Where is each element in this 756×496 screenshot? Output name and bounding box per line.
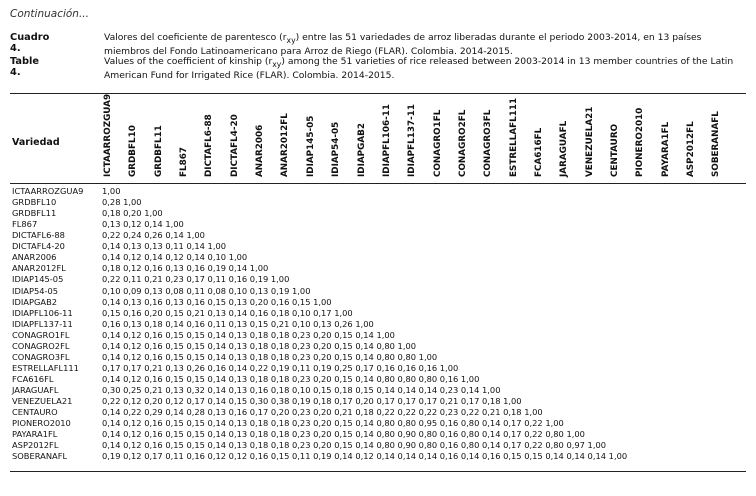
column-header: CONAGRO3FL (483, 109, 494, 177)
row-variety-name: CONAGRO3FL (12, 351, 70, 362)
row-kinship-values: 0,19 0,12 0,17 0,11 0,16 0,12 0,12 0,16 0,15 0,11 0,19 0,14 0,12 0,14 0,14 0,14 0,16 0,14 0,16 0,15 0,15 0,14 0,14 0,14 1,00 (102, 451, 628, 462)
row-variety-name: SOBERANAFL (12, 451, 68, 462)
row-variety-name: JARAGUAFL (12, 385, 59, 396)
row-kinship-values: 0,17 0,17 0,21 0,13 0,26 0,16 0,14 0,22 0,19 0,11 0,19 0,25 0,17 0,16 0,16 0,16 1,00 (102, 362, 459, 373)
column-header: ASP2012FL (686, 121, 697, 177)
column-header: DICTAFL6-88 (204, 114, 215, 177)
row-variety-name: ASP2012FL (12, 440, 59, 451)
column-header: IDIAP54-05 (331, 121, 342, 177)
row-kinship-values: 0,14 0,12 0,16 0,15 0,15 0,14 0,13 0,18 0,18 0,23 0,20 0,15 0,14 0,80 0,90 0,80 0,16 0,80 0,14 0,17 0,22 0,80 1,00 (102, 429, 585, 440)
row-kinship-values: 0,15 0,16 0,20 0,15 0,21 0,13 0,14 0,16 0,18 0,10 0,17 1,00 (102, 307, 353, 318)
column-header: ICTAARROZGUA9 (103, 93, 113, 177)
row-variety-name: IDIAPGAB2 (12, 296, 58, 307)
row-variety-name: PIONERO2010 (12, 418, 71, 429)
column-header: CONAGRO1FL (432, 109, 443, 177)
row-kinship-values: 0,10 0,09 0,13 0,08 0,11 0,08 0,10 0,13 0,19 1,00 (102, 285, 311, 296)
column-header: JARAGUAFL (559, 120, 570, 177)
column-header: SOBERANAFL (711, 111, 722, 177)
column-header: IDIAPFL106-11 (381, 104, 392, 177)
caption-english-text: Values of the coefficient of kinship $(r_{xy})$ among the 51 varieties of rice released between 2003-2014 in 13 member countries of the Latin American Fund for Irrigated Rice (FLAR). Colombia. 2014-2015. (104, 56, 734, 82)
continuation-note: Continuación... (10, 8, 89, 20)
column-header: IDIAPGAB2 (356, 123, 367, 177)
row-kinship-values: 0,14 0,12 0,16 0,15 0,15 0,14 0,13 0,18 0,18 0,23 0,20 0,15 0,14 0,80 0,90 0,80 0,16 0,80 0,14 0,17 0,22 0,80 0,97 1,00 (102, 440, 607, 451)
row-kinship-values: 0,14 0,22 0,29 0,14 0,28 0,13 0,16 0,17 0,20 0,23 0,20 0,21 0,18 0,22 0,22 0,22 0,23 0,22 0,21 0,18 1,00 (102, 407, 543, 418)
row-variety-name: ESTRELLAFL111 (12, 362, 79, 373)
column-header: FL867 (179, 147, 190, 177)
row-variety-name: ANAR2006 (12, 252, 57, 263)
variety-column-header: Variedad (12, 137, 60, 148)
row-kinship-values: 0,14 0,12 0,16 0,15 0,15 0,14 0,13 0,18 0,18 0,23 0,20 0,15 0,14 0,80 0,80 0,95 0,16 0,80 0,14 0,17 0,22 1,00 (102, 418, 564, 429)
row-kinship-values: 0,14 0,13 0,13 0,11 0,14 1,00 (102, 241, 227, 252)
row-variety-name: IDIAPFL106-11 (12, 307, 73, 318)
row-kinship-values: 0,14 0,12 0,14 0,12 0,14 0,10 1,00 (102, 252, 248, 263)
column-header: ANAR2006 (255, 124, 266, 177)
row-variety-name: FL867 (12, 219, 38, 230)
row-kinship-values: 0,16 0,13 0,18 0,14 0,16 0,11 0,13 0,15 0,21 0,10 0,13 0,26 1,00 (102, 318, 374, 329)
row-kinship-values: 0,18 0,12 0,16 0,13 0,16 0,19 0,14 1,00 (102, 263, 269, 274)
row-kinship-values: 0,22 0,24 0,26 0,14 1,00 (102, 230, 205, 241)
row-variety-name: FCA616FL (12, 374, 54, 385)
row-variety-name: IDIAP54-05 (12, 285, 59, 296)
row-variety-name: DICTAFL6-88 (12, 230, 65, 241)
row-kinship-values: 1,00 (102, 186, 121, 196)
column-header: VENEZUELA21 (584, 106, 595, 177)
row-kinship-values: 0,14 0,12 0,16 0,15 0,15 0,14 0,13 0,18 0,18 0,23 0,20 0,15 0,14 1,00 (102, 329, 395, 340)
table-bottom-rule (10, 471, 746, 472)
row-kinship-values: 0,14 0,12 0,16 0,15 0,15 0,14 0,13 0,18 0,18 0,23 0,20 0,15 0,14 0,80 1,00 (102, 340, 417, 351)
row-variety-name: IDIAPFL137-11 (12, 318, 73, 329)
row-variety-name: GRDBFL11 (12, 208, 57, 219)
row-kinship-values: 0,28 1,00 (102, 197, 142, 208)
caption-english-label: Table 4. (10, 56, 40, 79)
column-header: GRDBFL11 (153, 125, 164, 177)
caption-spanish-label: Cuadro 4. (10, 32, 50, 55)
row-kinship-values: 0,18 0,20 1,00 (102, 208, 163, 219)
caption-spanish-text: Valores del coeficiente de parentesco $(r_{xy})$ entre las 51 variedades de arroz liberadas durante el periodo 2003-2014, en 13 países miembros del Fondo Latinoamericano para Arroz de Riego (FLAR). Colombia. 2014-2015. (104, 32, 702, 58)
column-header: FCA616FL (533, 127, 544, 177)
column-header: PIONERO2010 (635, 107, 646, 177)
row-variety-name: CENTAURO (12, 407, 58, 418)
row-variety-name: IDIAP145-05 (12, 274, 64, 285)
row-variety-name: ICTAARROZGUA9 (12, 186, 84, 196)
row-variety-name: CONAGRO1FL (12, 329, 70, 340)
table-top-rule (10, 93, 746, 94)
row-kinship-values: 0,14 0,12 0,16 0,15 0,15 0,14 0,13 0,18 0,18 0,23 0,20 0,15 0,14 0,80 0,80 1,00 (102, 351, 438, 362)
row-variety-name: CONAGRO2FL (12, 340, 70, 351)
row-kinship-values: 0,14 0,13 0,16 0,13 0,16 0,15 0,13 0,20 0,16 0,15 1,00 (102, 296, 332, 307)
column-header: PAYARA1FL (660, 121, 671, 177)
row-kinship-values: 0,14 0,12 0,16 0,15 0,15 0,14 0,13 0,18 0,18 0,23 0,20 0,15 0,14 0,80 0,80 0,80 0,16 1,00 (102, 374, 480, 385)
row-variety-name: DICTAFL4-20 (12, 241, 65, 252)
column-header: ESTRELLAFL111 (508, 97, 519, 177)
column-header: CONAGRO2FL (457, 109, 468, 177)
column-header: IDIAPFL137-11 (407, 104, 418, 177)
row-kinship-values: 0,22 0,12 0,20 0,12 0,17 0,14 0,15 0,30 0,38 0,19 0,18 0,17 0,20 0,17 0,17 0,17 0,21 0,17 0,18 1,00 (102, 396, 522, 407)
row-variety-name: GRDBFL10 (12, 197, 57, 208)
column-header: CENTAURO (610, 123, 620, 177)
row-variety-name: PAYARA1FL (12, 429, 58, 440)
column-header: ANAR2012FL (280, 113, 291, 177)
row-kinship-values: 0,30 0,25 0,21 0,13 0,32 0,14 0,13 0,16 0,18 0,10 0,15 0,18 0,15 0,14 0,14 0,14 0,23 0,14 1,00 (102, 385, 501, 396)
row-variety-name: ANAR2012FL (12, 263, 66, 274)
row-kinship-values: 0,22 0,11 0,21 0,23 0,17 0,11 0,16 0,19 1,00 (102, 274, 290, 285)
column-header: GRDBFL10 (128, 125, 139, 177)
row-variety-name: VENEZUELA21 (12, 396, 73, 407)
table-header-rule (10, 183, 746, 184)
column-header: IDIAP145-05 (305, 115, 316, 177)
column-header: DICTAFL4-20 (229, 114, 240, 177)
row-kinship-values: 0,13 0,12 0,14 1,00 (102, 219, 184, 230)
